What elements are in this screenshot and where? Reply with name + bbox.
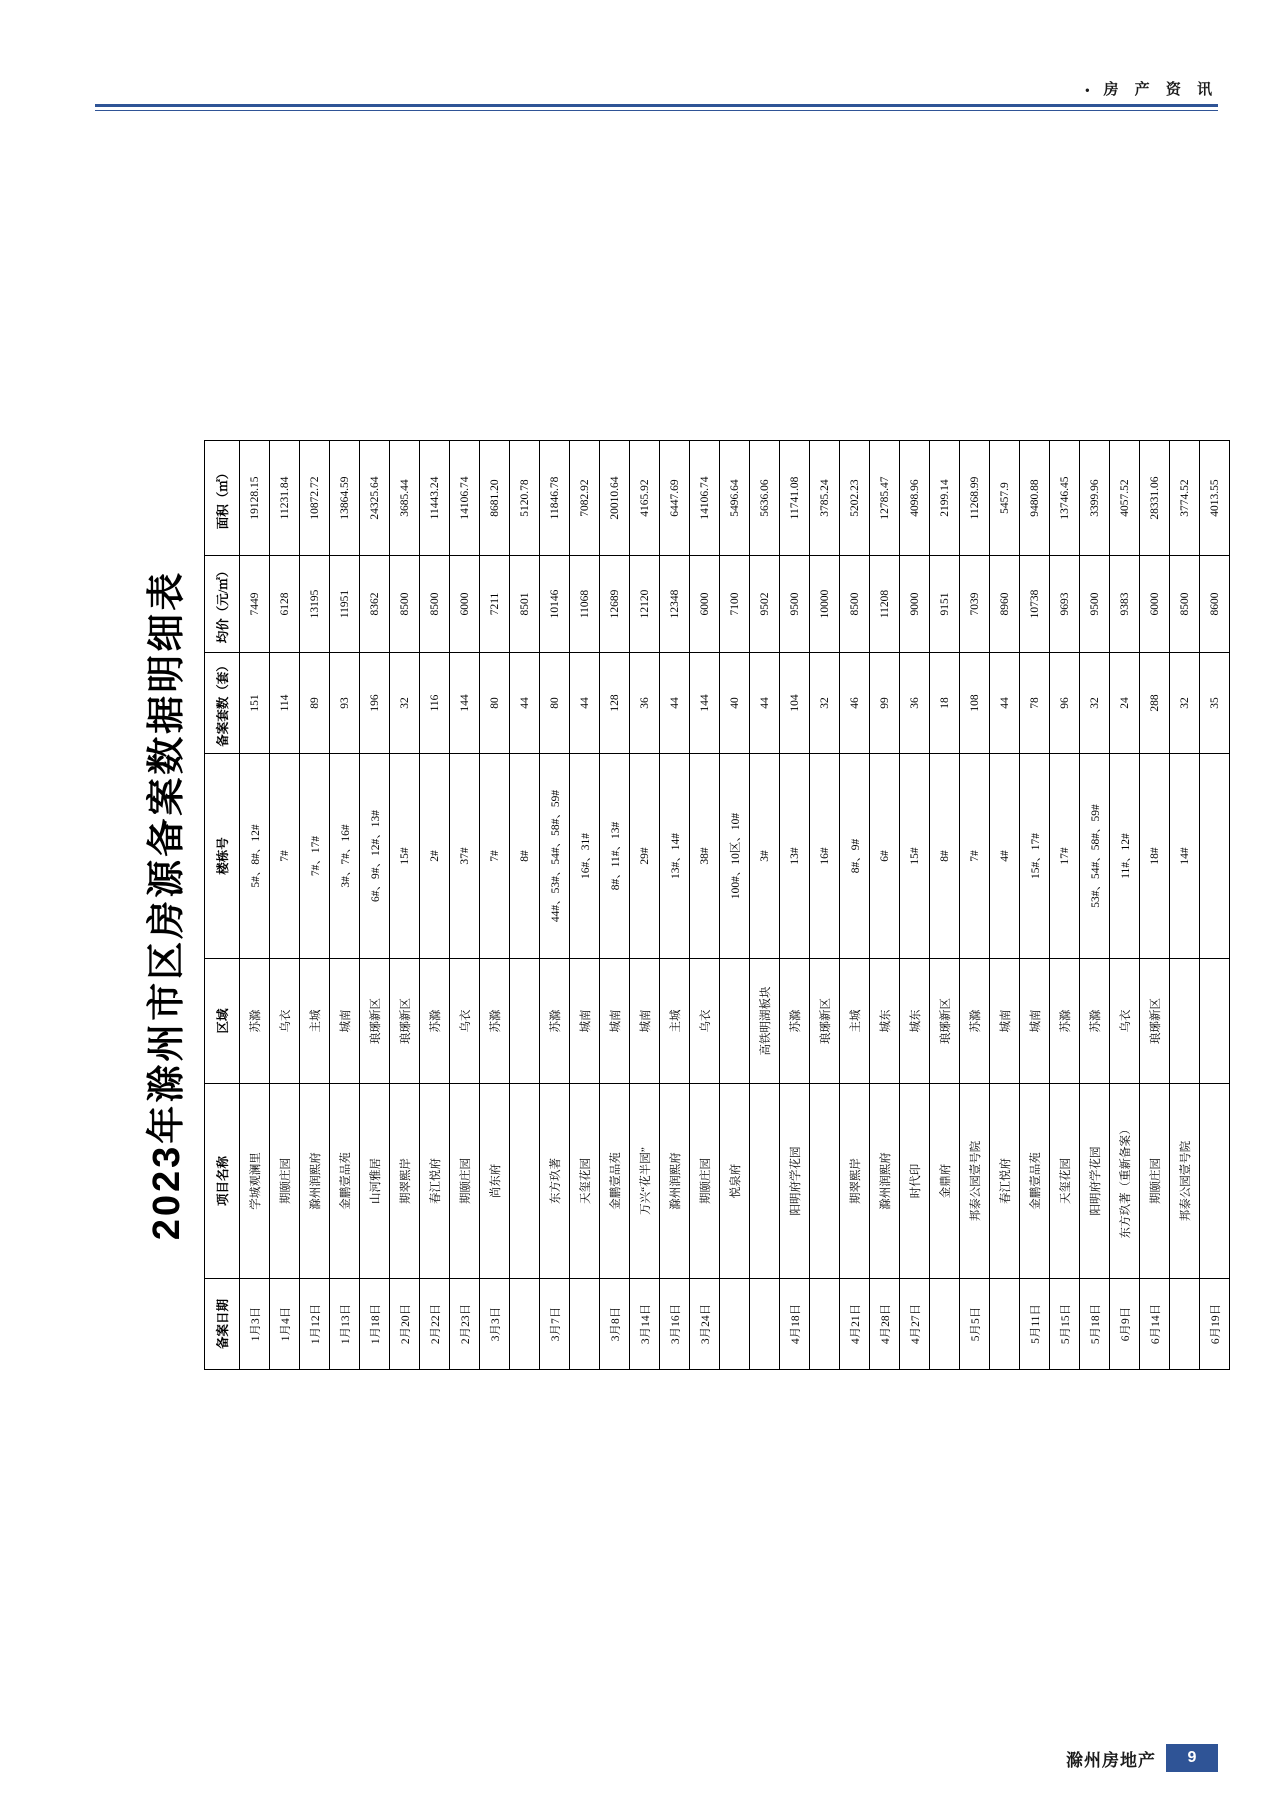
cell-count: 32 [810, 653, 840, 754]
table-row [840, 441, 870, 1370]
cell-date: 4月21日 [840, 1279, 870, 1370]
cell-date: 1月12日 [300, 1279, 330, 1370]
cell-date: 5月15日 [1050, 1279, 1080, 1370]
cell-count: 36 [630, 653, 660, 754]
cell-building: 8# [510, 754, 540, 959]
cell-price: 7211 [480, 556, 510, 653]
table-row [660, 441, 690, 1370]
cell-price: 9000 [900, 556, 930, 653]
table-row [1020, 441, 1050, 1370]
cell-size: 11741.08 [780, 441, 810, 556]
cell-price: 9383 [1110, 556, 1140, 653]
table-row [1200, 441, 1230, 1370]
cell-date: 4月27日 [900, 1279, 930, 1370]
cell-project: 期颐庄园 [1140, 1084, 1170, 1279]
cell-district: 主城 [660, 959, 690, 1084]
cell-size: 3785.24 [810, 441, 840, 556]
cell-project: 滁州润熙府 [660, 1084, 690, 1279]
cell-project: 万兴“花半园” [630, 1084, 660, 1279]
cell-district: 主城 [300, 959, 330, 1084]
cell-project: 期颐庄园 [450, 1084, 480, 1279]
cell-price: 9500 [780, 556, 810, 653]
cell-date: 5月11日 [1020, 1279, 1050, 1370]
cell-date: 2月22日 [420, 1279, 450, 1370]
cell-building: 6# [870, 754, 900, 959]
cell-building: 8# [930, 754, 960, 959]
cell-district: 苏滁 [480, 959, 510, 1084]
cell-project [750, 1084, 780, 1279]
cell-district: 苏滁 [1050, 959, 1080, 1084]
cell-project [510, 1084, 540, 1279]
cell-building: 13# [780, 754, 810, 959]
cell-district: 乌衣 [1110, 959, 1140, 1084]
cell-date: 3月8日 [600, 1279, 630, 1370]
cell-building: 16#、31# [570, 754, 600, 959]
page-title: 2023年滁州市区房源备案数据明细表 [146, 569, 188, 1241]
cell-building: 2# [420, 754, 450, 959]
cell-count: 35 [1200, 653, 1230, 754]
cell-district: 苏滁 [540, 959, 570, 1084]
cell-count: 93 [330, 653, 360, 754]
table-row [510, 441, 540, 1370]
cell-project: 金鹏壹品苑 [330, 1084, 360, 1279]
column-header-date: 备案日期 [205, 1279, 240, 1370]
cell-project: 春江悦府 [990, 1084, 1020, 1279]
cell-district: 主城 [840, 959, 870, 1084]
table-row [390, 441, 420, 1370]
cell-date: 5月18日 [1080, 1279, 1110, 1370]
cell-date: 6月14日 [1140, 1279, 1170, 1370]
cell-date [750, 1279, 780, 1370]
cell-project: 时代印 [900, 1084, 930, 1279]
cell-price: 8960 [990, 556, 1020, 653]
cell-building: 4# [990, 754, 1020, 959]
cell-building: 3# [750, 754, 780, 959]
cell-building: 7# [480, 754, 510, 959]
cell-building: 8#、9# [840, 754, 870, 959]
table-row [360, 441, 390, 1370]
cell-building: 7#、17# [300, 754, 330, 959]
cell-project: 期翠熙岸 [390, 1084, 420, 1279]
cell-district: 城东 [900, 959, 930, 1084]
cell-project: 学城观澜里 [240, 1084, 270, 1279]
cell-project: 滁州润熙府 [300, 1084, 330, 1279]
cell-count: 108 [960, 653, 990, 754]
cell-date: 4月18日 [780, 1279, 810, 1370]
cell-project: 天玺花园 [1050, 1084, 1080, 1279]
cell-project: 邦泰公园壹号院 [1170, 1084, 1200, 1279]
cell-district: 城东 [870, 959, 900, 1084]
cell-count: 24 [1110, 653, 1140, 754]
cell-project: 山河雅居 [360, 1084, 390, 1279]
cell-district: 苏滁 [420, 959, 450, 1084]
cell-building [1200, 754, 1230, 959]
table-row [960, 441, 990, 1370]
cell-size: 3685.44 [390, 441, 420, 556]
cell-district [1170, 959, 1200, 1084]
cell-price: 7100 [720, 556, 750, 653]
cell-count: 40 [720, 653, 750, 754]
cell-price: 8362 [360, 556, 390, 653]
cell-size: 5120.78 [510, 441, 540, 556]
cell-size: 4165.92 [630, 441, 660, 556]
cell-count: 44 [750, 653, 780, 754]
cell-size: 4057.52 [1110, 441, 1140, 556]
cell-size: 9480.88 [1020, 441, 1050, 556]
cell-count: 104 [780, 653, 810, 754]
cell-project: 尚东府 [480, 1084, 510, 1279]
cell-size: 5496.64 [720, 441, 750, 556]
cell-building: 6#、9#、12#、13# [360, 754, 390, 959]
cell-size: 13864.59 [330, 441, 360, 556]
cell-date: 3月14日 [630, 1279, 660, 1370]
cell-project: 期颐庄园 [270, 1084, 300, 1279]
cell-date [810, 1279, 840, 1370]
cell-count: 44 [510, 653, 540, 754]
cell-building: 15# [900, 754, 930, 959]
cell-price: 11951 [330, 556, 360, 653]
cell-size: 19128.15 [240, 441, 270, 556]
bullet-icon: • [1085, 83, 1096, 98]
cell-size: 14106.74 [690, 441, 720, 556]
cell-price: 10146 [540, 556, 570, 653]
cell-district: 苏滁 [780, 959, 810, 1084]
cell-building: 16# [810, 754, 840, 959]
cell-size: 3399.96 [1080, 441, 1110, 556]
cell-date: 1月3日 [240, 1279, 270, 1370]
cell-date [990, 1279, 1020, 1370]
cell-size: 11846.78 [540, 441, 570, 556]
cell-date: 2月20日 [390, 1279, 420, 1370]
cell-size: 2199.14 [930, 441, 960, 556]
cell-district: 高铁明湖板块 [750, 959, 780, 1084]
cell-count: 32 [1170, 653, 1200, 754]
cell-project: 邦泰公园壹号院 [960, 1084, 990, 1279]
cell-price: 9500 [1080, 556, 1110, 653]
cell-district: 城南 [990, 959, 1020, 1084]
cell-district: 琅琊新区 [1140, 959, 1170, 1084]
table-row [1170, 441, 1200, 1370]
cell-count: 116 [420, 653, 450, 754]
cell-project: 天玺花园 [570, 1084, 600, 1279]
cell-date: 2月23日 [450, 1279, 480, 1370]
table-body [240, 441, 1230, 1370]
table-row [690, 441, 720, 1370]
table-header-row [205, 441, 240, 1370]
cell-price: 8500 [840, 556, 870, 653]
cell-size: 10872.72 [300, 441, 330, 556]
cell-date [930, 1279, 960, 1370]
cell-building: 8#、11#、13# [600, 754, 630, 959]
cell-project: 春江悦府 [420, 1084, 450, 1279]
cell-district: 苏滁 [1080, 959, 1110, 1084]
header-section-label: 房 产 资 讯 [1103, 81, 1218, 98]
cell-district: 琅琊新区 [810, 959, 840, 1084]
cell-date: 3月7日 [540, 1279, 570, 1370]
cell-date [1170, 1279, 1200, 1370]
cell-count: 128 [600, 653, 630, 754]
page-number: 9 [1166, 1744, 1218, 1772]
cell-price: 11208 [870, 556, 900, 653]
cell-price: 8501 [510, 556, 540, 653]
cell-date [570, 1279, 600, 1370]
cell-date: 5月5日 [960, 1279, 990, 1370]
cell-price: 8500 [420, 556, 450, 653]
cell-building: 14# [1170, 754, 1200, 959]
table-row [1080, 441, 1110, 1370]
cell-count: 288 [1140, 653, 1170, 754]
cell-count: 44 [570, 653, 600, 754]
cell-price: 9693 [1050, 556, 1080, 653]
table-row [750, 441, 780, 1370]
cell-building: 3#、7#、16# [330, 754, 360, 959]
cell-size: 5202.23 [840, 441, 870, 556]
cell-project: 金鹏壹品苑 [600, 1084, 630, 1279]
cell-count: 144 [450, 653, 480, 754]
cell-district: 琅琊新区 [360, 959, 390, 1084]
cell-building: 5#、8#、12# [240, 754, 270, 959]
table-row [570, 441, 600, 1370]
table-row [780, 441, 810, 1370]
cell-price: 6000 [690, 556, 720, 653]
cell-building: 7# [270, 754, 300, 959]
cell-count: 151 [240, 653, 270, 754]
cell-size: 20010.64 [600, 441, 630, 556]
cell-size: 3774.52 [1170, 441, 1200, 556]
cell-district: 琅琊新区 [930, 959, 960, 1084]
cell-price: 7039 [960, 556, 990, 653]
cell-building: 11#、12# [1110, 754, 1140, 959]
cell-size: 11268.99 [960, 441, 990, 556]
cell-project: 金鼎府 [930, 1084, 960, 1279]
cell-building: 13#、14# [660, 754, 690, 959]
footer-brand: 滁州房地产 [1066, 1750, 1156, 1770]
cell-price: 13195 [300, 556, 330, 653]
cell-price: 8600 [1200, 556, 1230, 653]
cell-count: 196 [360, 653, 390, 754]
cell-building: 37# [450, 754, 480, 959]
column-header-price: 均价（元/㎡） [205, 556, 240, 653]
table-row [720, 441, 750, 1370]
cell-size: 4098.96 [900, 441, 930, 556]
cell-count: 32 [390, 653, 420, 754]
cell-price: 11068 [570, 556, 600, 653]
table-row [480, 441, 510, 1370]
cell-price: 8500 [1170, 556, 1200, 653]
cell-district: 城南 [630, 959, 660, 1084]
cell-count: 144 [690, 653, 720, 754]
cell-project [1200, 1084, 1230, 1279]
table-row [990, 441, 1020, 1370]
cell-district: 乌衣 [270, 959, 300, 1084]
cell-price: 12348 [660, 556, 690, 653]
table-row [540, 441, 570, 1370]
cell-building: 15#、17# [1020, 754, 1050, 959]
cell-count: 44 [990, 653, 1020, 754]
cell-date [720, 1279, 750, 1370]
cell-size: 5636.06 [750, 441, 780, 556]
cell-price: 12689 [600, 556, 630, 653]
table-row [330, 441, 360, 1370]
cell-count: 18 [930, 653, 960, 754]
cell-project: 滁州润熙府 [870, 1084, 900, 1279]
table-row [240, 441, 270, 1370]
cell-count: 80 [540, 653, 570, 754]
cell-count: 36 [900, 653, 930, 754]
cell-project: 阳明府学花园 [1080, 1084, 1110, 1279]
cell-size: 7082.92 [570, 441, 600, 556]
cell-district [510, 959, 540, 1084]
cell-district: 城南 [1020, 959, 1050, 1084]
table-row [630, 441, 660, 1370]
cell-price: 6128 [270, 556, 300, 653]
cell-building: 38# [690, 754, 720, 959]
cell-project: 悦泉府 [720, 1084, 750, 1279]
cell-date: 3月3日 [480, 1279, 510, 1370]
column-header-count: 备案套数（套） [205, 653, 240, 754]
cell-count: 44 [660, 653, 690, 754]
cell-date: 1月18日 [360, 1279, 390, 1370]
cell-price: 9502 [750, 556, 780, 653]
cell-size: 13746.45 [1050, 441, 1080, 556]
cell-count: 46 [840, 653, 870, 754]
cell-date: 3月24日 [690, 1279, 720, 1370]
table-row [810, 441, 840, 1370]
cell-count: 96 [1050, 653, 1080, 754]
cell-building: 7# [960, 754, 990, 959]
cell-district: 城南 [330, 959, 360, 1084]
table-row [420, 441, 450, 1370]
cell-project: 阳明府学花园 [780, 1084, 810, 1279]
cell-building: 100#、10区、10# [720, 754, 750, 959]
cell-size: 4013.55 [1200, 441, 1230, 556]
table-row [450, 441, 480, 1370]
cell-building: 53#、54#、58#、59# [1080, 754, 1110, 959]
cell-project: 期颐庄园 [690, 1084, 720, 1279]
cell-district [1200, 959, 1230, 1084]
cell-size: 11231.84 [270, 441, 300, 556]
cell-count: 114 [270, 653, 300, 754]
cell-date: 1月4日 [270, 1279, 300, 1370]
cell-price: 10738 [1020, 556, 1050, 653]
cell-price: 12120 [630, 556, 660, 653]
cell-project: 东方玖著 [540, 1084, 570, 1279]
cell-district: 乌衣 [690, 959, 720, 1084]
cell-building: 29# [630, 754, 660, 959]
page-footer [1066, 1744, 1218, 1772]
cell-price: 6000 [450, 556, 480, 653]
cell-building: 18# [1140, 754, 1170, 959]
cell-count: 78 [1020, 653, 1050, 754]
cell-district: 乌衣 [450, 959, 480, 1084]
cell-count: 32 [1080, 653, 1110, 754]
table-row [600, 441, 630, 1370]
cell-size: 6447.69 [660, 441, 690, 556]
cell-date: 3月16日 [660, 1279, 690, 1370]
cell-size: 28331.06 [1140, 441, 1170, 556]
cell-building: 44#、53#、54#、58#、59# [540, 754, 570, 959]
cell-size: 8681.20 [480, 441, 510, 556]
cell-date: 6月19日 [1200, 1279, 1230, 1370]
cell-count: 89 [300, 653, 330, 754]
column-header-size: 面积（㎡） [205, 441, 240, 556]
cell-size: 5457.9 [990, 441, 1020, 556]
cell-district: 城南 [570, 959, 600, 1084]
cell-district [720, 959, 750, 1084]
column-header-district: 区域 [205, 959, 240, 1084]
cell-size: 11443.24 [420, 441, 450, 556]
cell-size: 14106.74 [450, 441, 480, 556]
cell-project: 东方玖著（重新备案） [1110, 1084, 1140, 1279]
cell-date: 1月13日 [330, 1279, 360, 1370]
cell-project: 期翠熙岸 [840, 1084, 870, 1279]
cell-district: 城南 [600, 959, 630, 1084]
cell-size: 24325.64 [360, 441, 390, 556]
cell-project [810, 1084, 840, 1279]
cell-count: 99 [870, 653, 900, 754]
table-row [1050, 441, 1080, 1370]
table-row [1140, 441, 1170, 1370]
cell-price: 8500 [390, 556, 420, 653]
cell-price: 9151 [930, 556, 960, 653]
cell-date: 4月28日 [870, 1279, 900, 1370]
table-row [300, 441, 330, 1370]
cell-project: 金鹏壹品苑 [1020, 1084, 1050, 1279]
table-row [900, 441, 930, 1370]
table-row [1110, 441, 1140, 1370]
cell-price: 10000 [810, 556, 840, 653]
column-header-project: 项目名称 [205, 1084, 240, 1279]
column-header-building: 楼栋号 [205, 754, 240, 959]
cell-price: 7449 [240, 556, 270, 653]
cell-district: 琅琊新区 [390, 959, 420, 1084]
cell-building: 15# [390, 754, 420, 959]
cell-count: 80 [480, 653, 510, 754]
cell-district: 苏滁 [240, 959, 270, 1084]
cell-date [510, 1279, 540, 1370]
cell-building: 17# [1050, 754, 1080, 959]
cell-size: 12785.47 [870, 441, 900, 556]
cell-date: 6月9日 [1110, 1279, 1140, 1370]
cell-price: 6000 [1140, 556, 1170, 653]
table-row [930, 441, 960, 1370]
cell-district: 苏滁 [960, 959, 990, 1084]
table-row [270, 441, 300, 1370]
filing-data-table [204, 440, 1230, 1370]
table-row [870, 441, 900, 1370]
